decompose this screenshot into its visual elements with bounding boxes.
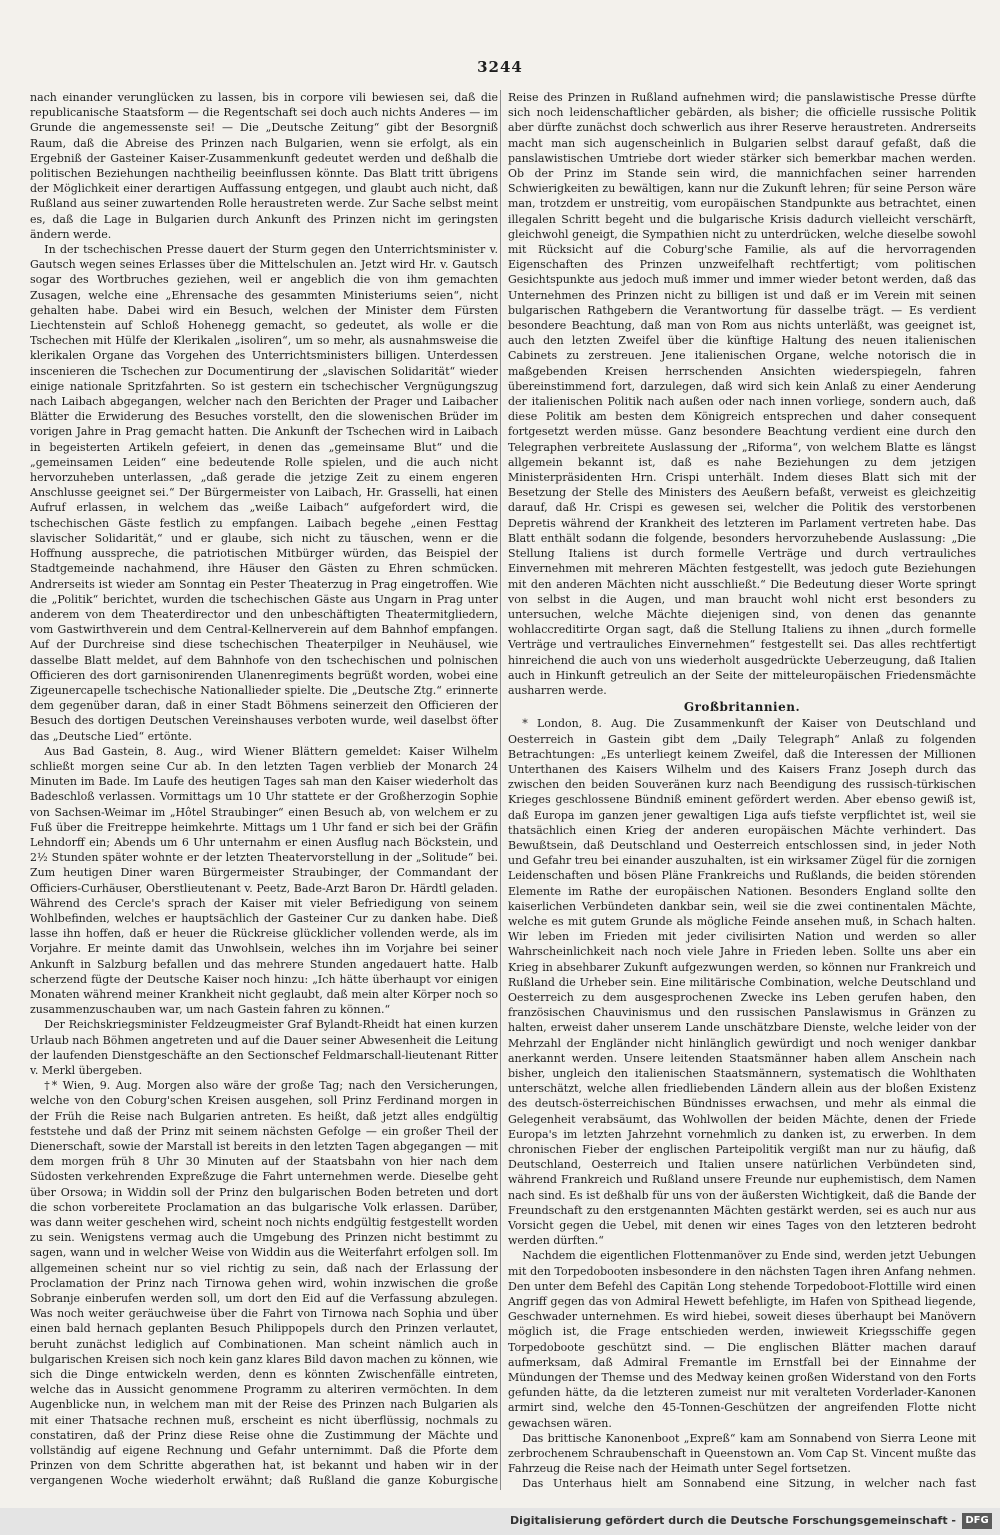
dfg-logo: DFG [962, 1513, 992, 1529]
paragraph: Das Unterhaus hielt am Sonnabend eine Sitzung, in welcher nach fast [522, 1477, 976, 1490]
paragraph: Nachdem die eigentlichen Flottenmanöver zu Ende sind, werden jetzt Uebungen mit den Torpedobooten insbesondere in den nächsten Tagen ihren Anfang nehmen. Den unter dem Befehl des Capitän Long stehende Torpedoboot-Flottille wird einen Angriff gegen das von Admiral Hewett befehligte, im Hafen von Spithead liegende, Geschwader unternehmen. Es wird hiebei, soweit dieses überhaupt bei Manövern möglich ist, die Frage entschieden werden, inwieweit Kriegsschiffe gegen Torpedoboote geschützt sind. — Die englischen Blätter machen darauf aufmerksam, daß Admiral Fremantle im Ernstfall bei der Einnahme der Mündungen der Themse und des Medway keinen großen Widerstand von den Forts gefunden hätte, da die letzteren zumeist nur mit veralteten Vorderlader-Kanonen armirt sind, welche den 45-Tonnen-Geschützen der angreifenden Flotte nicht gewachsen wären. [508, 1249, 976, 1430]
paragraph: nach einander verunglücken zu lassen, bis in corpore vili bewiesen sei, daß die republicanische Staatsform — die Regentschaft sei doch auch nichts Anderes — im Grunde die angemessenste sei! — Die „Deutsche Zeitung“ gibt der Besorgniß Raum, daß die Abreise des Prinzen nach Bulgarien, wenn sie erfolgt, als ein Ergebniß der Gasteiner Kaiser-Zusammenkunft gedeutet werden und deßhalb die politischen Beziehungen nachtheilig beeinflussen könnte. Das Blatt tritt übrigens der Möglichkeit einer derartigen Auffassung entgegen, und glaubt auch nicht, daß Rußland aus seiner zuwartenden Rolle heraustreten werde. Zur Sache selbst meint es, daß die Lage in Bulgarien durch Ankunft des Prinzen nicht im geringsten ändern werde. [30, 91, 498, 241]
page-number: 3244 [477, 58, 523, 76]
paragraph: Der Reichskriegsminister Feldzeugmeister Graf Bylandt-Rheidt hat einen kurzen Urlaub nach Böhmen angetreten und auf die Dauer seiner Abwesenheit die Leitung der laufenden Dienstgeschäfte an den Sectionschef Feldmarschall-lieutenant Ritter v. Merkl übergeben. [30, 1018, 498, 1077]
digitization-footer [0, 1508, 1000, 1535]
paragraph: In der tschechischen Presse dauert der Sturm gegen den Unterrichtsminister v. Gautsch wegen seines Erlasses über die Mittelschulen an. Jetzt wird Hr. v. Gautsch sogar des Wortbruches geziehen, weil er angeblich die von ihm gemachten Zusagen, welche eine „Ehrensache des gesammten Ministeriums seien“, nicht gehalten habe. Dabei wird ein Besuch, welchen der Minister dem Fürsten Liechtenstein auf Schloß Hohenegg gemacht, so gedeutet, als wolle er die Tschechen mit Hülfe der Klerikalen „isoliren“, um so mehr, als ausnahmsweise die klerikalen Organe das Vorgehen des Unterrichtsministers billigen. Unterdessen inscenieren die Tschechen zur Documentirung der „slavischen Solidarität“ wieder einige nationale Spritzfahrten. So ist gestern ein tschechischer Vergnügungszug nach Laibach abgegangen, welcher nach den Berichten der Prager und Laibacher Blätter die Erwiderung des Besuches vorstellt, den die slowenischen Brüder im vorigen Jahre in Prag gemacht hatten. Die Ankunft der Tschechen wird in Laibach in begeisterten Artikeln gefeiert, in denen das „gemeinsame Blut“ und die „gemeinsamen Leiden“ eine bedeutende Rolle spielen, und die auch nicht hervorzuheben unterlassen, „daß gerade die jetzige Zeit zu einem engeren Anschlusse geeignet sei.“ Der Bürgermeister von Laibach, Hr. Grasselli, hat einen Aufruf erlassen, in welchem das „weiße Laibach“ aufgefordert wird, die tschechischen Gäste festlich zu empfangen. Laibach begehe „einen Festtag slavischer Solidarität,“ und er glaube, sich nicht zu täuschen, wenn er die Hoffnung ausspreche, die patriotischen Mitbürger würden, das Beispiel der Stadtgemeinde nachahmend, ihre Häuser den Gästen zu Ehren schmücken. Andrerseits ist wieder am Sonntag ein Pester Theaterzug in Prag eingetroffen. Wie die „Politik“ berichtet, wurden die tschechischen Gäste aus Ungarn in Prag unter anderem von dem Theaterdirector und den unbeschäftigten Theatermitgliedern, vom Gastwirthverein und dem Central-Kellnerverein auf dem Bahnhof empfangen. Auf der Durchreise sind diese tschechischen Theaterpilger in Neuhäusel, wie dasselbe Blatt meldet, auf dem Bahnhofe von den tschechischen und polnischen Officieren des dort garnisonirenden Ulanenregiments begrüßt worden, wobei eine Zigeunercapelle tschechische Nationallieder spielte. Die „Deutsche Ztg.“ erinnerte dem gegenüber daran, daß in einer Stadt Böhmens seinerzeit den Officieren der Besuch des dortigen Deutschen Vereinshauses verboten wurde, weil daselbst öfter das „Deutsche Lied“ ertönte. [30, 243, 498, 743]
paragraph: * London, 8. Aug. Die Zusammenkunft der Kaiser von Deutschland und Oesterreich in Gastein gibt dem „Daily Telegraph“ Anlaß zu folgenden Betrachtungen: „Es unterliegt keinem Zweifel, daß die Interessen der Millionen Unterthanen des Kaisers Wilhelm und des Kaisers Franz Joseph durch das zwischen den beiden Souveränen kurz nach Beendigung des russisch-türkischen Krieges geschlossene Bündniß eminent gefördert werden. Aber ebenso gewiß ist, daß Europa im ganzen jener gewaltigen Liga aufs tiefste verpflichtet ist, weil sie thatsächlich einen Krieg der anderen europäischen Mächte verhindert. Das Bewußtsein, daß Deutschland und Oesterreich entschlossen sind, in jeder Noth und Gefahr treu bei einander auszuhalten, ist ein wirksamer Zügel für die zornigen Leidenschaften und bösen Pläne Frankreichs und Rußlands, die beiden störenden Elemente im Rathe der europäischen Nationen. Besonders England sollte den kaiserlichen Verbündeten dankbar sein, weil sie die zwei continentalen Mächte, welche es mit gutem Grunde als mögliche Feinde ansehen muß, in Schach halten. Wir leben im Frieden mit jeder civilisirten Nation und werden so aller Wahrscheinlichkeit nach noch viele Jahre in Frieden leben. Sollte uns aber ein Krieg in absehbarer Zukunft aufgezwungen werden, so können nur Frankreich und Rußland die Urheber sein. Eine militärische Combination, welche Deutschland und Oesterreich zu dem ausgesprochenen Zwecke ins Leben gerufen haben, den französischen Chauvinismus und den russischen Panslawismus in Gränzen zu halten, erweist daher unserem Lande unschätzbare Dienste, welche leider von der Mehrzahl der Engländer nicht hinlänglich gewürdigt und noch weniger dankbar anerkannt werden. Unsere leitenden Staatsmänner haben allem Anschein nach bisher, ungleich den italienischen Staatsmännern, systematisch die Wohlthaten unterschätzt, welche allen friedliebenden Ländern allein aus der bloßen Existenz des deutsch-österreichischen Bündnisses erwachsen, und mehr als einmal die Gelegenheit verabsäumt, das Wohlwollen der beiden Mächte, denen der Friede Europa's im letzten Jahrzehnt vornehmlich zu danken ist, zu erwerben. In dem chronischen Fieber der englischen Parteipolitik vergißt man nur zu häufig, daß Deutschland, Oesterreich und Italien unsere natürlichen Verbündeten sind, während Frankreich und Rußland unsere Freunde nur euphemistisch, dem Namen nach sind. Es ist deßhalb für uns von der äußersten Wichtigkeit, daß die Bande der Freundschaft zu den erstgenannten Mächten gestärkt werden, sei es auch nur aus Vorsicht gegen die Uebel, mit denen wir eines Tages von den letzteren bedroht werden dürften.“ [508, 717, 976, 1248]
section-heading: Großbritannien. [683, 700, 801, 715]
paragraph: Das brittische Kanonenboot „Expreß“ kam am Sonnabend von Sierra Leone mit zerbrochenem Schraubenschaft in Queenstown an. Vom Cap St. Vincent mußte das Fahrzeug die Reise nach der Heimath unter Segel fortsetzen. [508, 1431, 976, 1476]
paragraph: Reise des Prinzen in Rußland aufnehmen wird; die panslawistische Presse dürfte sich noch leidenschaftlicher gebärden, als bisher; die officielle russische Politik aber dürfte zunächst doch schwerlich aus ihrer Reserve heraustreten. Andrerseits macht man sich augenscheinlich in Bulgarien selbst darauf gefaßt, daß die panslawistischen Umtriebe dort wieder stärker sich bemerkbar machen werden. Ob der Prinz im Stande sein wird, die mannichfachen seiner harrenden Schwierigkeiten zu bewältigen, kann nur die Zukunft lehren; für seine Person wäre man, trotzdem er unstreitig, vom europäischen Standpunkte aus betrachtet, einen illegalen Schritt begeht und die bulgarische Krisis dadurch vielleicht verschärft, gleichwohl geneigt, die Sympathien nicht zu unterdrücken, welche dieselbe sowohl mit Rücksicht auf die Coburg'sche Familie, als auf die hervorragenden Eigenschaften des Prinzen unzweifelhaft rechtfertigt; vom politischen Gesichtspunkte aus jedoch muß immer und immer wieder betont werden, daß das Unternehmen des Prinzen nicht zu billigen ist und daß er im Verein mit seinen bulgarischen Rathgebern die Verantwortung für dasselbe trägt. — Es verdient besondere Beachtung, daß man von Rom aus nichts unterläßt, was geeignet ist, auch den letzten Zweifel über die künftige Haltung des neuen italienischen Cabinets zu zerstreuen. Jene italienischen Organe, welche notorisch die in maßgebenden Kreisen herrschenden Ansichten wiederspiegeln, fahren übereinstimmend fort, darzulegen, daß wird sich kein Anlaß zu einer Aenderung der italienischen Politik nach außen oder nach innen vorliege, sondern auch, daß diese Politik am besten dem Königreich entsprechen und daher consequent fortgesetzt werden müsse. Ganz besondere Beachtung verdient eine durch den Telegraphen verbreitete Auslassung der „Riforma“, von welchem Blatte es längst allgemein bekannt ist, daß es nahe Beziehungen zu dem jetzigen Ministerpräsidenten Hrn. Crispi unterhält. Indem dieses Blatt sich mit der Besetzung der Stelle des Ministers des Aeußern befaßt, verweist es gleichzeitig darauf, daß Hr. Crispi es gewesen sei, welcher die Politik des verstorbenen Depretis während der Krankheit des letzteren im Parlament vertreten habe. Das Blatt enthält sodann die folgende, besonders hervorzuhebende Auslassung: „Die Stellung Italiens ist durch formelle Verträge und durch vertrauliches Einvernehmen mit mehreren Mächten festgestellt, was jedoch gute Beziehungen mit den anderen Mächten nicht ausschließt.“ Die Bedeutung dieser Worte springt von selbst in die Augen, und man braucht wohl nicht erst besonders zu untersuchen, welche Mächte diejenigen sind, von denen das genannte wohlaccreditirte Organ sagt, daß die Stellung Italiens zu ihnen „durch formelle Verträge und vertrauliches Einvernehmen“ festgestellt sei. Das alles rechtfertigt hinreichend die auch von uns wiederholt ausgedrückte Ueberzeugung, daß Italien auch in Hinkunft getreulich an der Seite der mitteleuropäischen Friedensmächte ausharren werde. [508, 91, 976, 697]
right-column [508, 90, 976, 1490]
paragraph: Aus Bad Gastein, 8. Aug., wird Wiener Blättern gemeldet: Kaiser Wilhelm schließt morgen seine Cur ab. In den letzten Tagen verblieb der Monarch 24 Minuten im Bade. Im Laufe des heutigen Tages sah man den Kaiser wiederholt das Badeschloß verlassen. Vormittags um 10 Uhr stattete er der Großherzogin Sophie von Sachsen-Weimar im „Hôtel Straubinger“ einen Besuch ab, von welchem er zu Fuß über die Freitreppe heimkehrte. Mittags um 1 Uhr fand er sich bei der Gräfin Lehndorff ein; Abends um 6 Uhr unternahm er einen Ausflug nach Böckstein, und 2½ Stunden später wohnte er der letzten Theatervorstellung in der „Solitude“ bei. Zum heutigen Diner waren Bürgermeister Straubinger, der Commandant der Officiers-Curhäuser, Oberstlieutenant v. Peetz, Bade-Arzt Baron Dr. Härdtl geladen. Während des Cercle's sprach der Kaiser mit vieler Befriedigung von seinem Wohlbefinden, welches er hauptsächlich der Gasteiner Cur zu danken habe. Dieß lasse ihn hoffen, daß er heuer die Rückreise glücklicher vollenden werde, als im Vorjahre. Er meinte damit das Unwohlsein, welches ihn im Vorjahre bei seiner Ankunft in Salzburg befallen und das mehrere Stunden angedauert hatte. Halb scherzend fügte der Deutsche Kaiser noch hinzu: „Ich hätte überhaupt vor einigen Monaten während meiner Krankheit nicht geglaubt, daß mein alter Körper noch so zusammenzuschauben war, um nach Gastein fahren zu können.“ [30, 744, 498, 1017]
funding-notice: Digitalisierung gefördert durch die Deutsche Forschungsgemeinschaft - [509, 1514, 956, 1527]
left-column [30, 90, 498, 1490]
paragraph: †* Wien, 9. Aug. Morgen also wäre der große Tag; nach den Versicherungen, welche von den Coburg'schen Kreisen ausgehen, soll Prinz Ferdinand morgen in der Früh die Reise nach Bulgarien antreten. Es heißt, daß jetzt alles endgültig feststehe und daß der Prinz mit seinem nächsten Gefolge — ein großer Theil der Dienerschaft, sowie der Marstall ist bereits in den letzten Tagen abgegangen — mit dem morgen früh 8 Uhr 30 Minuten auf der Staatsbahn von hier nach dem Südosten verkehrenden Expreßzuge die Fahrt unternehmen werde. Dieselbe geht über Orsowa; in Widdin soll der Prinz den bulgarischen Boden betreten und dort die schon vorbereitete Proclamation an das bulgarische Volk erlassen. Darüber, was dann weiter geschehen wird, scheint noch nichts endgültig festgestellt worden zu sein. Wenigstens vermag auch die Umgebung des Prinzen nicht bestimmt zu sagen, wann und in welcher Weise von Widdin aus die Weiterfahrt erfolgen soll. Im allgemeinen scheint nur so viel richtig zu sein, daß nach der Erlassung der Proclamation der Prinz nach Tirnowa gehen wird, wohin inzwischen die große Sobranje einberufen werden soll, um dort den Eid auf die Verfassung abzulegen. Was noch weiter geräuchweise über die Fahrt von Tirnowa nach Sophia und über einen bald hernach geplanten Besuch Philippopels durch den Prinzen verlautet, beruht zunächst lediglich auf Combinationen. Man scheint nämlich auch in bulgarischen Kreisen sich noch kein ganz klares Bild davon machen zu können, wie sich die Dinge entwickeln werden, denn es könnten Zwischenfälle eintreten, welche das in Aussicht genommene Programm zu alteriren vermöchten. In dem Augenblicke nun, in welchem man mit der Reise des Prinzen nach Bulgarien als mit einer Thatsache rechnen muß, erscheint es nicht überflüssig, nochmals zu constatiren, daß der Prinz diese Reise ohne die Zustimmung der Mächte und vollständig auf eigene Rechnung und Gefahr unternimmt. Daß die Pforte dem Prinzen von dem Schritte abgerathen hat, ist bekannt und haben wir in der vergangenen Woche wiederholt erwähnt; daß Rußland die ganze Koburgische [30, 1079, 498, 1488]
column-divider [500, 90, 501, 1490]
